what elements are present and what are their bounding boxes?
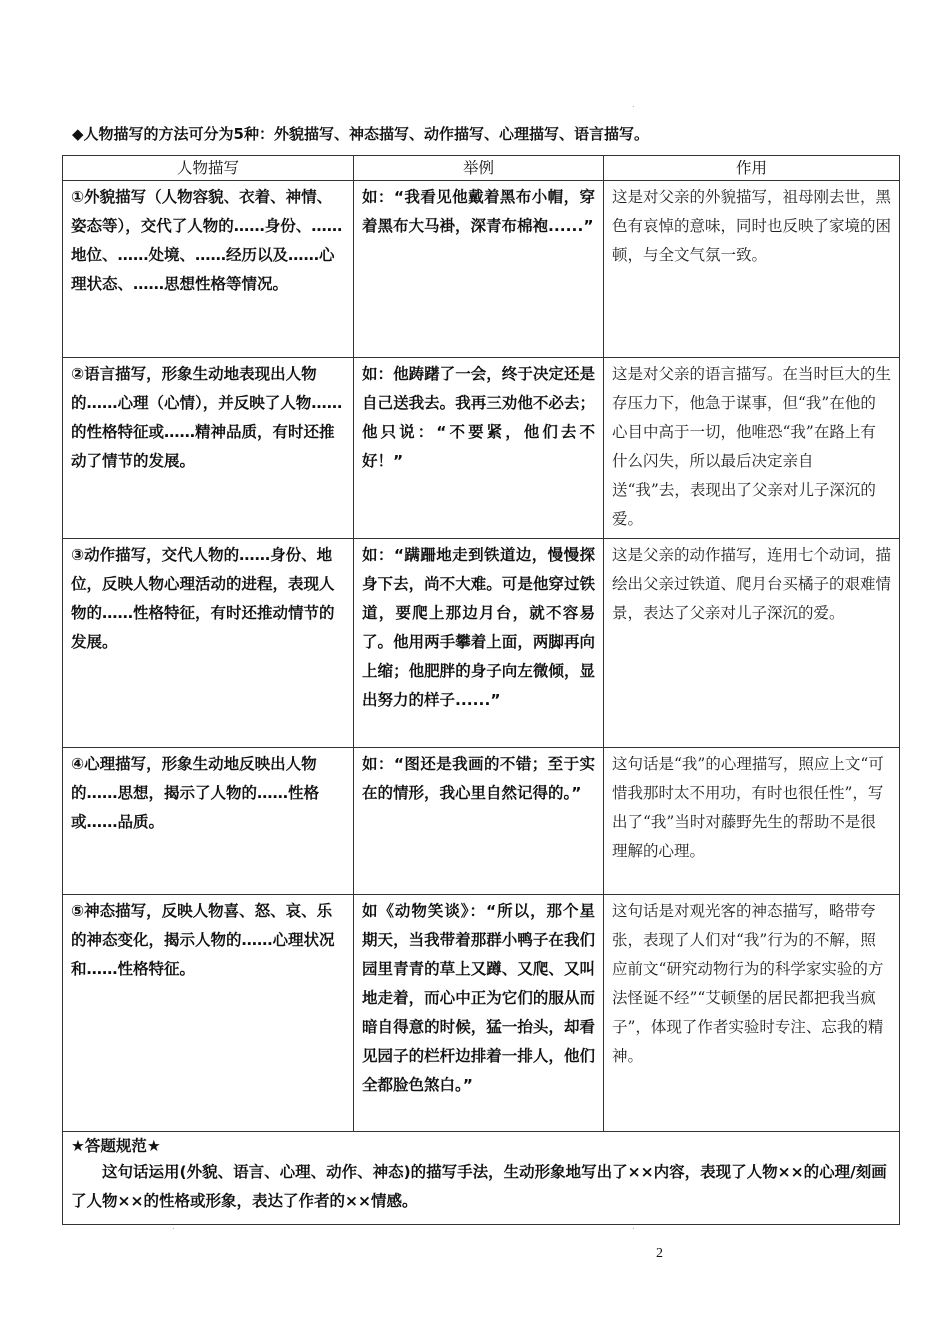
row-expression-effect: 这句话是对观光客的神态描写，略带夸张，表现了人们对“我”行为的不解，照应前文“研究动物行为的科学家实验的方法怪诞不经”“艾顿堡的居民都把我当疯子”，体现了作者实验时专注、忘我的精神。 [604, 895, 900, 1132]
table-row [63, 895, 900, 1132]
row-psychology-effect: 这句话是“我”的心理描写，照应上文“可惜我那时太不用功，有时也很任性”，写出了“我”当时对藤野先生的帮助不是很理解的心理。 [604, 748, 900, 895]
intro-text: ◆人物描写的方法可分为5种：外貌描写、神态描写、动作描写、心理描写、语言描写。 [72, 125, 649, 143]
description-methods-table [62, 155, 900, 1225]
header-example: 举例 [354, 156, 604, 181]
row-psychology-example: 如：“图还是我画的不错；至于实在的情形，我心里自然记得的。” [354, 748, 604, 895]
table-header-row [63, 156, 900, 181]
answer-standard-row [63, 1132, 900, 1225]
answer-standard-cell [63, 1132, 900, 1225]
answer-standard-title: ★答题规范★ [71, 1137, 161, 1155]
row-psychology-description: ④心理描写，形象生动地反映出人物的……思想，揭示了人物的……性格或……品质。 [63, 748, 354, 895]
row-appearance-description: ①外貌描写（人物容貌、衣着、神情、姿态等），交代了人物的……身份、……地位、……处境、……经历以及……心理状态、……思想性格等情况。 [63, 181, 354, 358]
row-appearance-example: 如：“我看见他戴着黑布小帽，穿着黑布大马褂，深青布棉袍......” [354, 181, 604, 358]
scan-dot: . [632, 1222, 635, 1231]
table-row [63, 539, 900, 748]
row-action-description: ③动作描写，交代人物的……身份、地位，反映人物心理活动的进程，表现人物的……性格特征，有时还推动情节的发展。 [63, 539, 354, 748]
header-effect: 作用 [604, 156, 900, 181]
answer-standard-body: 这句话运用(外貌、语言、心理、动作、神态)的描写手法，生动形象地写出了××内容，表现了人物××的心理/刻画了人物××的性格或形象，表达了作者的××情感。 [71, 1163, 887, 1210]
header-description: 人物描写 [63, 156, 354, 181]
table-row [63, 358, 900, 539]
row-language-example: 如：他踌躇了一会，终于决定还是自己送我去。我再三劝他不必去；他只说：“不要紧，他们去不好！” [354, 358, 604, 539]
table-row [63, 181, 900, 358]
row-action-example: 如：“蹒跚地走到铁道边，慢慢探身下去，尚不大难。可是他穿过铁道，要爬上那边月台，就不容易了。他用两手攀着上面，两脚再向上缩；他肥胖的身子向左微倾，显出努力的样子......” [354, 539, 604, 748]
row-expression-description: ⑤神态描写，反映人物喜、怒、哀、乐的神态变化，揭示人物的……心理状况和……性格特征。 [63, 895, 354, 1132]
row-appearance-effect: 这是对父亲的外貌描写，祖母刚去世，黑色有哀悼的意味，同时也反映了家境的困顿，与全文气氛一致。 [604, 181, 900, 358]
scan-dot: . [632, 100, 635, 109]
scan-dot: . [172, 1222, 175, 1231]
row-language-description: ②语言描写，形象生动地表现出人物的……心理（心情），并反映了人物……的性格特征或……精神品质，有时还推动了情节的发展。 [63, 358, 354, 539]
row-language-effect: 这是对父亲的语言描写。在当时巨大的生存压力下，他急于谋事，但“我”在他的心目中高于一切，他唯恐“我”在路上有什么闪失，所以最后决定亲自送“我”去，表现出了父亲对儿子深沉的爱。 [604, 358, 900, 539]
table-row [63, 748, 900, 895]
row-action-effect: 这是父亲的动作描写，连用七个动词，描绘出父亲过铁道、爬月台买橘子的艰难情景，表达了父亲对儿子深沉的爱。 [604, 539, 900, 748]
row-expression-example: 如《动物笑谈》：“所以，那个星期天，当我带着那群小鸭子在我们园里青青的草上又蹲、又爬、又叫地走着，而心中正为它们的服从而暗自得意的时候，猛一抬头，却看见园子的栏杆边排着一排人，他们全都脸色煞白。” [354, 895, 604, 1132]
page-number: 2 [656, 1246, 663, 1261]
